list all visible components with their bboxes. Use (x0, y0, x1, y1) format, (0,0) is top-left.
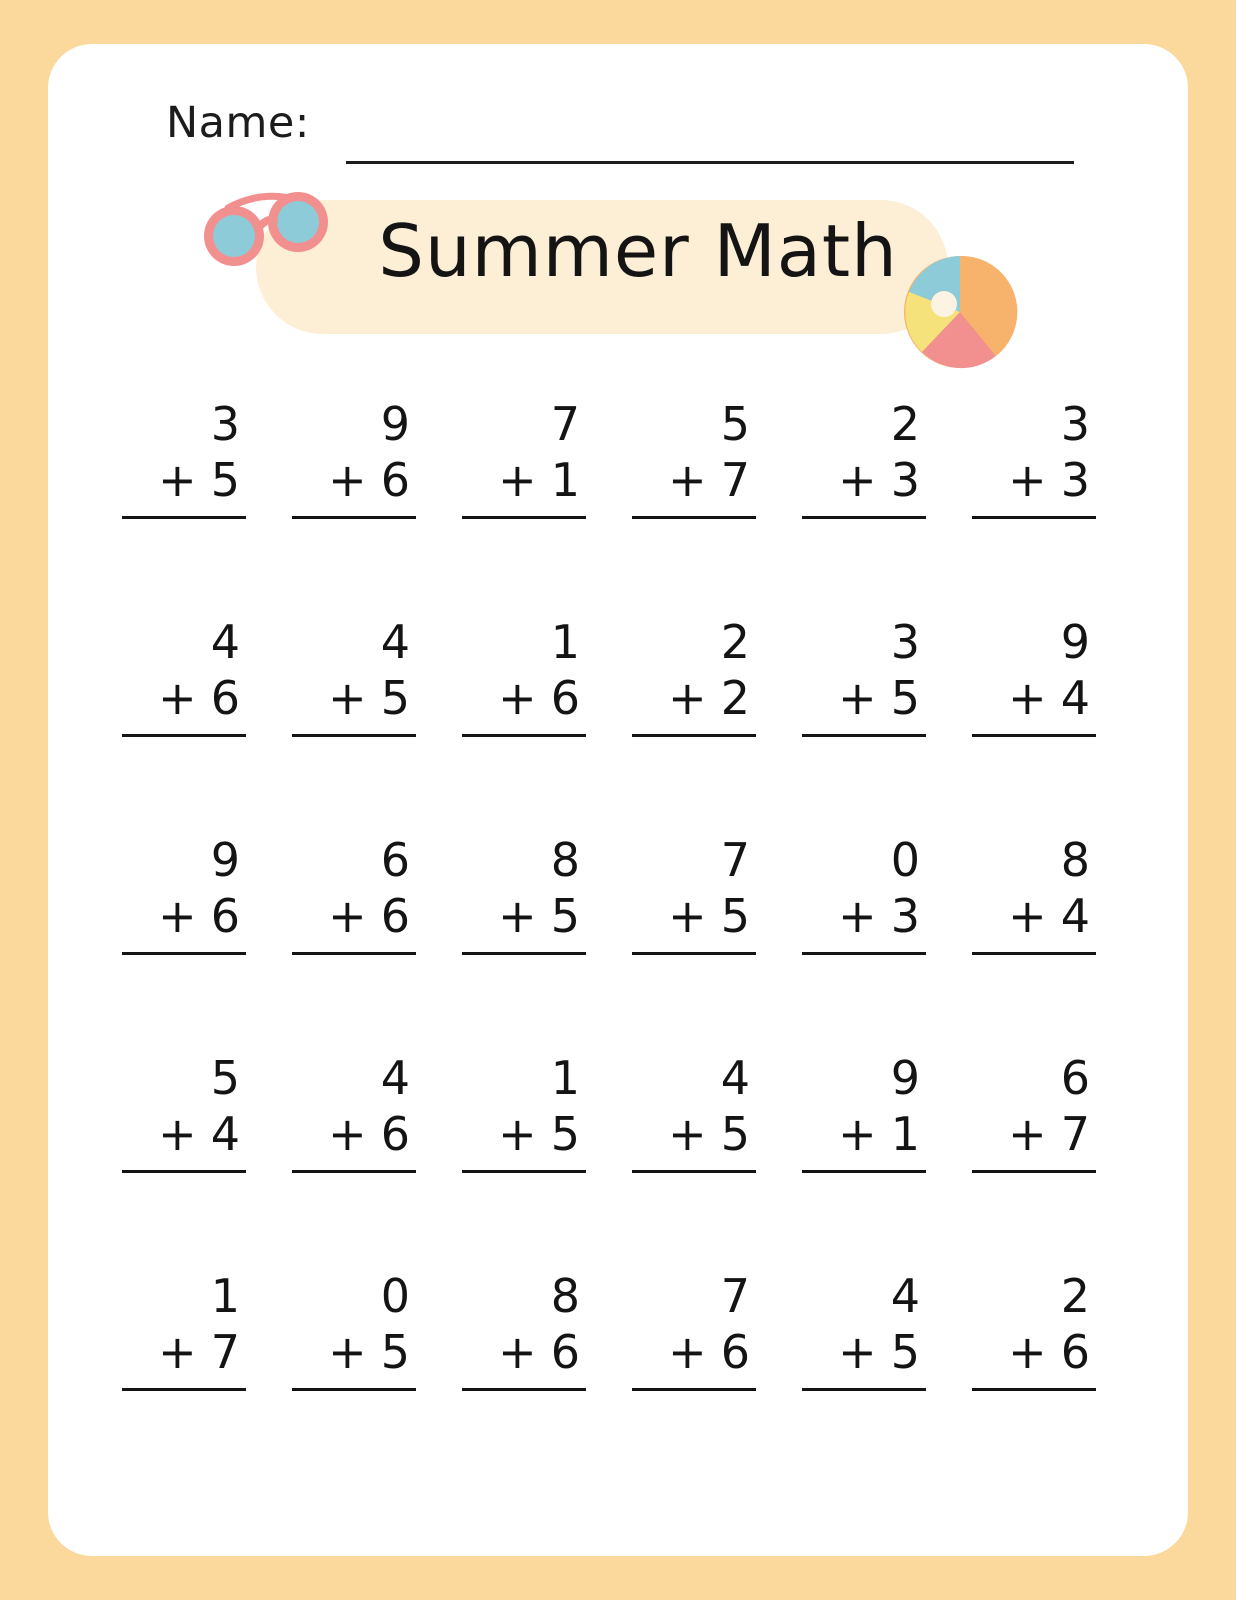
addend-bottom-row (632, 670, 756, 726)
problem (122, 396, 246, 519)
problem-cell (618, 592, 788, 810)
answer-rule[interactable] (292, 1170, 416, 1173)
addend-bottom-row (122, 1324, 246, 1380)
addend-bottom-row (972, 888, 1096, 944)
problem-cell (958, 592, 1128, 810)
addend-top: 7 (720, 1269, 750, 1323)
operator: + (498, 889, 537, 943)
answer-rule[interactable] (972, 1388, 1096, 1391)
problem (632, 396, 756, 519)
problem-cell (618, 374, 788, 592)
operator: + (1008, 1325, 1047, 1379)
answer-rule[interactable] (292, 734, 416, 737)
operator: + (328, 671, 367, 725)
problem (972, 1268, 1096, 1391)
addend-bottom: 6 (380, 453, 410, 507)
problem (292, 1050, 416, 1173)
addend-bottom: 7 (720, 453, 750, 507)
answer-rule[interactable] (972, 734, 1096, 737)
operator: + (838, 1107, 877, 1161)
addend-bottom-row (122, 1106, 246, 1162)
operator: + (328, 453, 367, 507)
addend-bottom-row (292, 670, 416, 726)
problem-cell (448, 810, 618, 1028)
operator: + (158, 1107, 197, 1161)
sunglasses-icon (198, 174, 333, 284)
problem-cell (278, 592, 448, 810)
addend-bottom-row (972, 1324, 1096, 1380)
addend-top: 9 (210, 833, 240, 887)
problem-cell (108, 374, 278, 592)
addend-bottom-row (292, 452, 416, 508)
problem (802, 1050, 926, 1173)
answer-rule[interactable] (462, 734, 586, 737)
addend-bottom: 5 (380, 671, 410, 725)
addend-bottom: 7 (210, 1325, 240, 1379)
problem (292, 396, 416, 519)
addend-bottom: 6 (380, 1107, 410, 1161)
beach-ball-icon (900, 252, 1020, 372)
addend-bottom: 4 (1060, 889, 1090, 943)
answer-rule[interactable] (802, 1388, 926, 1391)
addend-top: 0 (890, 833, 920, 887)
problem (292, 832, 416, 955)
addend-bottom-row (122, 452, 246, 508)
problem-cell (958, 810, 1128, 1028)
answer-rule[interactable] (122, 516, 246, 519)
addend-top: 1 (550, 615, 580, 669)
answer-rule[interactable] (292, 516, 416, 519)
operator: + (498, 1325, 537, 1379)
problem-cell (788, 1246, 958, 1464)
problem-cell (278, 374, 448, 592)
answer-rule[interactable] (462, 516, 586, 519)
problem (972, 1050, 1096, 1173)
answer-rule[interactable] (462, 952, 586, 955)
problem (462, 1050, 586, 1173)
addend-top: 6 (380, 833, 410, 887)
operator: + (158, 453, 197, 507)
problem-cell (788, 374, 958, 592)
addend-bottom: 6 (210, 671, 240, 725)
problem (462, 1268, 586, 1391)
operator: + (668, 453, 707, 507)
problem (292, 1268, 416, 1391)
problem-cell (788, 810, 958, 1028)
addend-bottom-row (462, 1324, 586, 1380)
answer-rule[interactable] (462, 1388, 586, 1391)
addend-top: 9 (890, 1051, 920, 1105)
addend-top: 4 (720, 1051, 750, 1105)
operator: + (838, 453, 877, 507)
answer-rule[interactable] (122, 1170, 246, 1173)
addend-top: 2 (890, 397, 920, 451)
problem (802, 396, 926, 519)
addend-bottom: 6 (720, 1325, 750, 1379)
operator: + (668, 889, 707, 943)
problem (802, 832, 926, 955)
operator: + (1008, 453, 1047, 507)
problem (122, 1050, 246, 1173)
problem (462, 614, 586, 737)
addend-top: 2 (1060, 1269, 1090, 1323)
operator: + (498, 1107, 537, 1161)
problem-cell (618, 810, 788, 1028)
addend-bottom: 1 (550, 453, 580, 507)
operator: + (498, 453, 537, 507)
page-title: Summer Math (378, 209, 898, 293)
addend-bottom-row (292, 888, 416, 944)
problem (802, 1268, 926, 1391)
problem (802, 614, 926, 737)
addend-bottom-row (802, 888, 926, 944)
answer-rule[interactable] (802, 516, 926, 519)
addend-top: 5 (720, 397, 750, 451)
addend-top: 3 (1060, 397, 1090, 451)
answer-rule[interactable] (802, 1170, 926, 1173)
operator: + (838, 1325, 877, 1379)
addend-top: 3 (210, 397, 240, 451)
problem (972, 614, 1096, 737)
answer-rule[interactable] (122, 952, 246, 955)
answer-rule[interactable] (802, 952, 926, 955)
operator: + (838, 889, 877, 943)
addend-bottom-row (122, 670, 246, 726)
problem-cell (108, 810, 278, 1028)
addend-bottom: 5 (720, 1107, 750, 1161)
worksheet-sheet (48, 44, 1188, 1556)
addend-bottom-row (972, 1106, 1096, 1162)
addend-top: 7 (720, 833, 750, 887)
problem-cell (788, 592, 958, 810)
operator: + (158, 1325, 197, 1379)
addend-top: 8 (550, 833, 580, 887)
problem-cell (958, 1028, 1128, 1246)
answer-rule[interactable] (292, 1388, 416, 1391)
addend-bottom-row (462, 888, 586, 944)
problem (972, 396, 1096, 519)
problem (632, 832, 756, 955)
addend-bottom: 6 (550, 671, 580, 725)
addend-bottom-row (292, 1106, 416, 1162)
answer-rule[interactable] (122, 734, 246, 737)
addend-bottom-row (802, 1106, 926, 1162)
problem-grid (108, 374, 1128, 1464)
answer-rule[interactable] (972, 516, 1096, 519)
answer-rule[interactable] (292, 952, 416, 955)
addend-bottom-row (802, 670, 926, 726)
operator: + (1008, 671, 1047, 725)
problem-cell (958, 1246, 1128, 1464)
addend-top: 2 (720, 615, 750, 669)
name-label: Name: (166, 98, 310, 148)
problem (972, 832, 1096, 955)
addend-bottom-row (972, 670, 1096, 726)
addend-bottom-row (462, 452, 586, 508)
addend-bottom-row (972, 452, 1096, 508)
problem (632, 614, 756, 737)
addend-bottom: 6 (210, 889, 240, 943)
addend-top: 1 (550, 1051, 580, 1105)
addend-bottom: 2 (720, 671, 750, 725)
problem-cell (958, 374, 1128, 592)
addend-top: 5 (210, 1051, 240, 1105)
problem-cell (278, 1028, 448, 1246)
addend-bottom-row (632, 452, 756, 508)
problem-cell (788, 1028, 958, 1246)
answer-rule[interactable] (632, 734, 756, 737)
addend-bottom: 3 (1060, 453, 1090, 507)
addend-bottom-row (462, 670, 586, 726)
addend-top: 7 (550, 397, 580, 451)
addend-bottom: 5 (550, 889, 580, 943)
problem-cell (108, 1246, 278, 1464)
addend-bottom-row (292, 1324, 416, 1380)
operator: + (1008, 889, 1047, 943)
problem (632, 1050, 756, 1173)
operator: + (668, 1325, 707, 1379)
addend-bottom: 5 (720, 889, 750, 943)
addend-bottom-row (462, 1106, 586, 1162)
operator: + (328, 1107, 367, 1161)
answer-rule[interactable] (632, 516, 756, 519)
problem-cell (618, 1246, 788, 1464)
problem-cell (278, 810, 448, 1028)
answer-rule[interactable] (632, 1388, 756, 1391)
answer-rule[interactable] (972, 1170, 1096, 1173)
addend-bottom: 5 (890, 671, 920, 725)
operator: + (328, 1325, 367, 1379)
addend-top: 4 (890, 1269, 920, 1323)
addend-top: 4 (210, 615, 240, 669)
problem (632, 1268, 756, 1391)
problem-cell (448, 592, 618, 810)
addend-bottom-row (632, 1106, 756, 1162)
addend-bottom: 1 (890, 1107, 920, 1161)
problem (462, 832, 586, 955)
addend-bottom: 6 (550, 1325, 580, 1379)
problem-cell (618, 1028, 788, 1246)
answer-rule[interactable] (122, 1388, 246, 1391)
addend-top: 4 (380, 1051, 410, 1105)
problem (292, 614, 416, 737)
answer-rule[interactable] (462, 1170, 586, 1173)
addend-top: 9 (380, 397, 410, 451)
addend-bottom-row (122, 888, 246, 944)
addend-bottom-row (632, 888, 756, 944)
addend-bottom-row (802, 1324, 926, 1380)
addend-top: 9 (1060, 615, 1090, 669)
problem-cell (448, 374, 618, 592)
operator: + (158, 671, 197, 725)
answer-rule[interactable] (632, 952, 756, 955)
addend-bottom: 5 (380, 1325, 410, 1379)
answer-rule[interactable] (632, 1170, 756, 1173)
addend-bottom: 5 (210, 453, 240, 507)
addend-bottom: 3 (890, 889, 920, 943)
operator: + (838, 671, 877, 725)
addend-top: 8 (550, 1269, 580, 1323)
addend-bottom: 6 (1060, 1325, 1090, 1379)
addend-bottom: 5 (550, 1107, 580, 1161)
name-write-line[interactable] (346, 161, 1074, 164)
operator: + (668, 1107, 707, 1161)
operator: + (1008, 1107, 1047, 1161)
addend-bottom: 3 (890, 453, 920, 507)
operator: + (498, 671, 537, 725)
addend-top: 8 (1060, 833, 1090, 887)
operator: + (158, 889, 197, 943)
name-row (166, 98, 1076, 168)
problem-cell (448, 1246, 618, 1464)
addend-bottom-row (632, 1324, 756, 1380)
answer-rule[interactable] (802, 734, 926, 737)
problem-cell (108, 1028, 278, 1246)
addend-top: 1 (210, 1269, 240, 1323)
problem (122, 1268, 246, 1391)
problem (122, 832, 246, 955)
problem (462, 396, 586, 519)
problem-cell (448, 1028, 618, 1246)
addend-top: 0 (380, 1269, 410, 1323)
addend-bottom-row (802, 452, 926, 508)
problem-cell (108, 592, 278, 810)
addend-bottom: 6 (380, 889, 410, 943)
problem-cell (278, 1246, 448, 1464)
operator: + (668, 671, 707, 725)
problem (122, 614, 246, 737)
operator: + (328, 889, 367, 943)
addend-bottom: 5 (890, 1325, 920, 1379)
addend-top: 3 (890, 615, 920, 669)
addend-bottom: 4 (210, 1107, 240, 1161)
addend-top: 6 (1060, 1051, 1090, 1105)
answer-rule[interactable] (972, 952, 1096, 955)
addend-bottom: 4 (1060, 671, 1090, 725)
addend-bottom: 7 (1060, 1107, 1090, 1161)
addend-top: 4 (380, 615, 410, 669)
